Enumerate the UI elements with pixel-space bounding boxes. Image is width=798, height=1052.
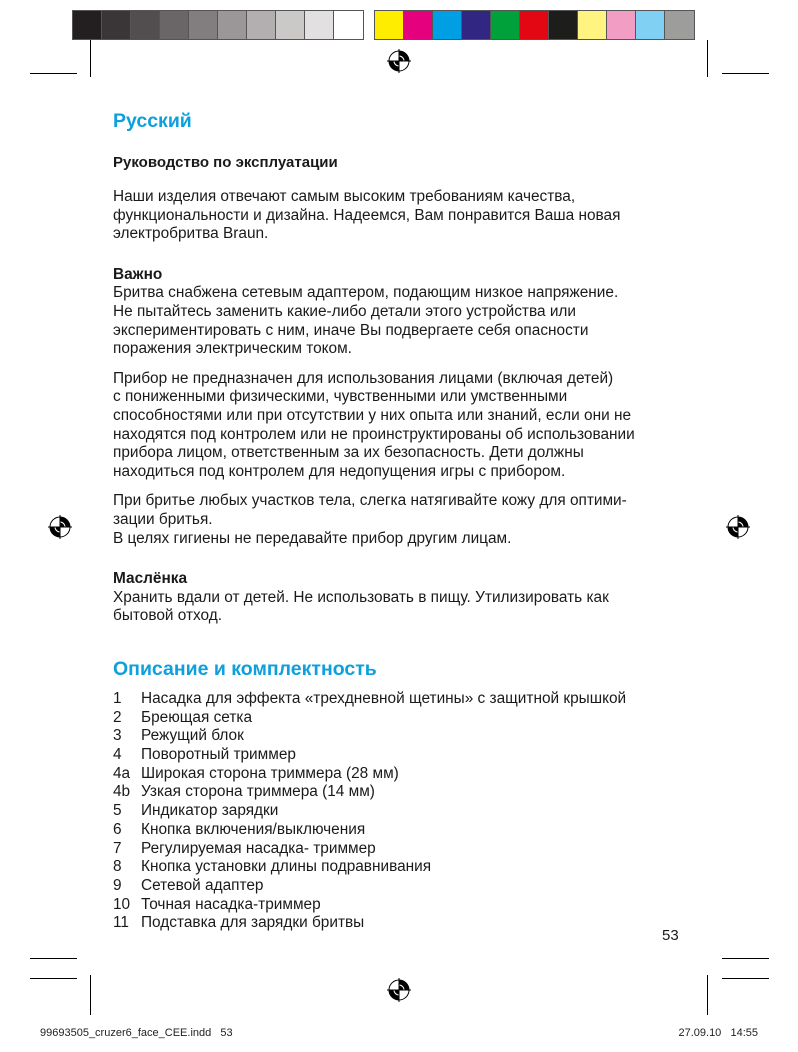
crop-mark [30, 73, 77, 74]
list-item-text: Кнопка установки длины подравнивания [141, 858, 432, 876]
process-swatch [578, 11, 607, 39]
list-item-text: Узкая сторона триммера (14 мм) [141, 783, 375, 801]
list-item [113, 802, 693, 821]
important-label: Важно [113, 265, 163, 283]
process-swatch [665, 11, 694, 39]
usage-paragraph: При бритье любых участков тела, слегка натягивайте кожу для оптими- зации бритья. В целях гигиены не передавайте прибор другим лицам. [113, 492, 627, 547]
crop-mark [90, 975, 91, 1015]
process-color-swatches [374, 10, 695, 40]
list-item [113, 690, 693, 709]
registration-mark-icon [48, 515, 72, 539]
safety-paragraph: Прибор не предназначен для использования лицами (включая детей) с пониженными физическими, чувственными или умственными способностями или при отсутствии у них опыта или знаний, если они не находятся под контролем или не проинструктированы об использовании прибора лицом, ответственным за их безопасность. Дети должны находиться под контролем для недопущения игры с прибором. [113, 369, 635, 480]
process-swatch [549, 11, 578, 39]
list-item [113, 821, 693, 840]
list-item-number: 5 [113, 802, 122, 820]
list-item-number: 10 [113, 895, 131, 913]
list-item-text: Точная насадка-триммер [141, 895, 321, 913]
list-item-number: 2 [113, 708, 122, 726]
list-item-text: Подставка для зарядки бритвы [141, 914, 365, 932]
page-content [113, 108, 693, 933]
page-number: 53 [662, 927, 679, 944]
list-item-text: Поворотный триммер [141, 745, 296, 763]
list-item [113, 877, 693, 896]
list-item-number: 1 [113, 689, 122, 707]
crop-mark [30, 978, 77, 979]
gray-swatch [276, 11, 305, 39]
crop-mark [90, 40, 91, 77]
crop-mark [707, 975, 708, 1015]
list-item [113, 840, 693, 859]
crop-mark [707, 40, 708, 77]
parts-list [113, 690, 693, 933]
gray-swatch [73, 11, 102, 39]
manual-subtitle: Руководство по эксплуатации [113, 154, 338, 171]
important-paragraph: Бритва снабжена сетевым адаптером, подающим низкое напряжение. Не пытайтесь заменить какие-либо детали этого устройства или экспериментировать с ним, иначе Вы подвергаете себя опасности поражения электрическим током. [113, 284, 619, 358]
process-swatch [636, 11, 665, 39]
list-item-text: Кнопка включения/выключения [141, 820, 366, 838]
list-item-number: 3 [113, 727, 122, 745]
color-calibration-bar [72, 10, 695, 40]
gray-ramp-swatches [72, 10, 364, 40]
list-item-text: Насадка для эффекта «трехдневной щетины» с защитной крышкой [141, 689, 627, 707]
list-item-number: 4 [113, 745, 122, 763]
list-item-text: Регулируемая насадка- триммер [141, 839, 376, 857]
list-item-text: Широкая сторона триммера (28 мм) [141, 764, 399, 782]
gray-swatch [334, 11, 363, 39]
list-item-number: 11 [113, 914, 129, 932]
list-item-number: 4b [113, 783, 131, 801]
list-item [113, 709, 693, 728]
process-swatch [404, 11, 433, 39]
gray-swatch [247, 11, 276, 39]
footer-timestamp: 27.09.10 14:55 [678, 1027, 758, 1039]
gray-swatch [131, 11, 160, 39]
section-title-description: Описание и комплектность [113, 657, 377, 680]
list-item [113, 727, 693, 746]
process-swatch [607, 11, 636, 39]
oil-paragraph: Хранить вдали от детей. Не использовать в пищу. Утилизировать как бытовой отход. [113, 588, 609, 625]
list-item-number: 6 [113, 820, 122, 838]
intro-paragraph: Наши изделия отвечают самым высоким требованиям качества, функциональности и дизайна. Надеемся, Вам понравится Ваша новая электробритва Braun. [113, 188, 621, 243]
registration-mark-icon [726, 515, 750, 539]
footer-file-info: 99693505_cruzer6_face_CEE.indd 53 [40, 1027, 233, 1039]
gray-swatch [218, 11, 247, 39]
list-item-number: 8 [113, 858, 122, 876]
crop-mark [722, 978, 769, 979]
gray-swatch [305, 11, 334, 39]
crop-mark [722, 958, 769, 959]
list-item-number: 9 [113, 876, 122, 894]
list-item [113, 765, 693, 784]
process-swatch [491, 11, 520, 39]
list-item [113, 858, 693, 877]
gray-swatch [160, 11, 189, 39]
list-item-text: Режущий блок [141, 727, 244, 745]
registration-mark-icon [387, 49, 411, 73]
oil-label: Маслёнка [113, 570, 188, 588]
list-item [113, 896, 693, 915]
gray-swatch [102, 11, 131, 39]
list-item [113, 783, 693, 802]
section-title-russian: Русский [113, 110, 192, 132]
registration-mark-icon [387, 978, 411, 1002]
list-item [113, 914, 693, 933]
crop-mark [30, 958, 77, 959]
list-item-number: 4a [113, 764, 131, 782]
list-item-text: Индикатор зарядки [141, 802, 279, 820]
list-item-text: Сетевой адаптер [141, 876, 264, 894]
process-swatch [433, 11, 462, 39]
process-swatch [462, 11, 491, 39]
list-item [113, 746, 693, 765]
crop-mark [722, 73, 769, 74]
list-item-text: Бреющая сетка [141, 708, 253, 726]
process-swatch [520, 11, 549, 39]
process-swatch [375, 11, 404, 39]
list-item-number: 7 [113, 839, 122, 857]
gray-swatch [189, 11, 218, 39]
